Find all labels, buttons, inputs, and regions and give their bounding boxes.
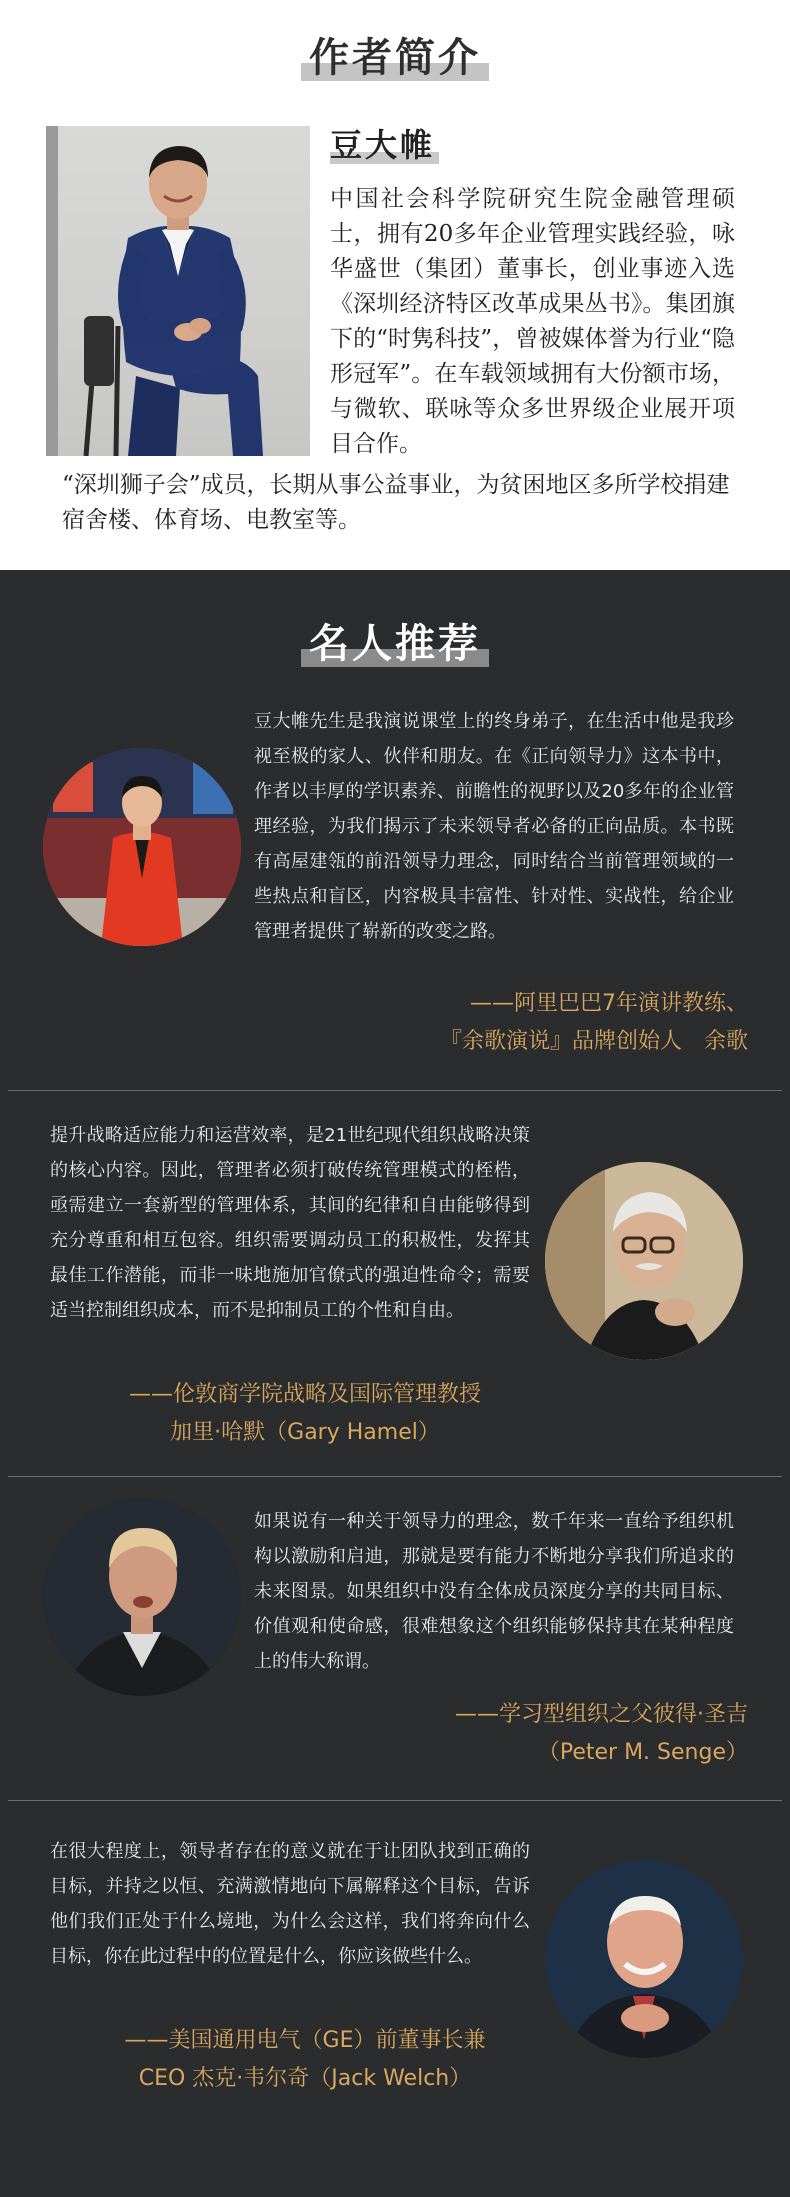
signature-line-2: （Peter M. Senge）	[537, 1740, 748, 1765]
divider	[8, 1800, 782, 1801]
signature-line-1: ——阿里巴巴7年演讲教练、	[470, 991, 748, 1016]
recommender-photo	[43, 748, 241, 946]
recommendation-section-title: 名人推荐	[301, 612, 489, 669]
author-section	[0, 0, 790, 570]
signature-line-2: 加里·哈默（Gary Hamel）	[170, 1420, 440, 1445]
recommendation-quote: 如果说有一种关于领导力的理念，数千年来一直给予组织机构以激励和启迪，那就是要有能力不断地分享我们所追求的未来图景。如果组织中没有全体成员深度分享的共同目标、价值观和使命感，很难想象这个组织能够保持其在某种程度上的伟大称谓。	[254, 1511, 734, 1672]
author-section-header	[0, 26, 790, 83]
signature-line-1: ——美国通用电气（GE）前董事长兼	[124, 2028, 486, 2053]
signature-line-1: ——学习型组织之父彼得·圣吉	[455, 1702, 748, 1727]
recommendation-signature	[80, 1376, 530, 1452]
signature-line-2: 『余歌演说』品牌创始人 余歌	[439, 1029, 748, 1054]
author-section-title: 作者简介	[301, 26, 489, 83]
recommendation-quote: 豆大帷先生是我演说课堂上的终身弟子，在生活中他是我珍视至极的家人、伙伴和朋友。在《正向领导力》这本书中，作者以丰厚的学识素养、前瞻性的视野以及20多年的企业管理经验，为我们揭示了未来领导者必备的正向品质。本书既有高屋建瓴的前沿领导力理念，同时结合当前管理领域的一些热点和盲区，内容极具丰富性、针对性、实战性，给企业管理者提供了崭新的改变之路。	[254, 711, 734, 942]
author-name-block	[330, 120, 439, 166]
author-photo	[58, 126, 310, 456]
photo-accent-bar	[46, 126, 58, 456]
divider	[8, 1090, 782, 1091]
recommendation-signature	[300, 1696, 748, 1772]
recommender-photo	[43, 1498, 241, 1696]
recommender-photo	[545, 1860, 743, 2058]
author-bio: 中国社会科学院研究生院金融管理硕士，拥有20多年企业管理实践经验，咏华盛世（集团）董事长，创业事迹入选《深圳经济特区改革成果丛书》。集团旗下的“时隽科技”，曾被媒体誉为行业“隐形冠军”。在车载领域拥有大份额市场，与微软、联咏等众多世界级企业展开项目合作。	[330, 186, 735, 457]
author-name: 豆大帷	[330, 120, 439, 166]
signature-line-2: CEO 杰克·韦尔奇（Jack Welch）	[138, 2066, 472, 2091]
divider	[8, 1476, 782, 1477]
recommender-photo	[545, 1162, 743, 1360]
recommendation-signature	[300, 985, 748, 1061]
recommendation-section-header	[0, 612, 790, 669]
recommendation-quote: 在很大程度上，领导者存在的意义就在于让团队找到正确的目标，并持之以恒、充满激情地向下属解释这个目标，告诉他们我们正处于什么境地，为什么会这样，我们将奔向什么目标，你在此过程中的位置是什么，你应该做些什么。	[50, 1841, 530, 1967]
author-bio-continued: “深圳狮子会”成员，长期从事公益事业，为贫困地区多所学校捐建宿舍楼、体育场、电教室等。	[62, 472, 730, 533]
recommendation-quote: 提升战略适应能力和运营效率，是21世纪现代组织战略决策的核心内容。因此，管理者必须打破传统管理模式的桎梏，亟需建立一套新型的管理体系，其间的纪律和自由能够得到充分尊重和相互包容。组织需要调动员工的积极性，发挥其最佳工作潜能，而非一味地施加官僚式的强迫性命令；需要适当控制组织成本，而不是抑制员工的个性和自由。	[50, 1125, 530, 1321]
recommendation-signature	[80, 2022, 530, 2098]
signature-line-1: ——伦敦商学院战略及国际管理教授	[128, 1382, 481, 1407]
